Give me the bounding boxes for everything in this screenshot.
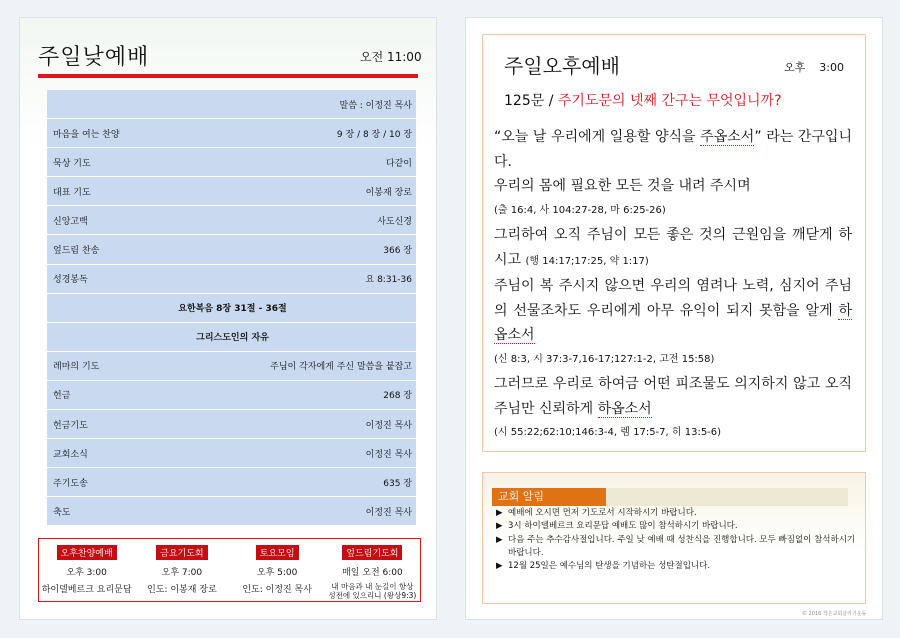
afternoon-service-title: 주일오후예배 [504, 54, 620, 78]
scripture-reference: 요한복음 8장 31절 - 36절 [178, 304, 287, 315]
order-label: 교회소식 [53, 449, 88, 460]
scripture-row [47, 294, 416, 323]
notice-text: 3시 하이델베르크 요리문답 예배도 많이 참석하시기 바랍니다. [508, 521, 738, 532]
schedule-time: 오후 3:00 [66, 568, 107, 578]
order-row [47, 206, 416, 235]
notice-item [496, 534, 856, 561]
schedule-item [39, 539, 134, 601]
order-label: 신앙고백 [53, 216, 88, 227]
answer-text: ” 라는 간구입니다. [494, 129, 852, 170]
bible-reference: (출 16:4, 사 104:27-28, 마 6:25-26) [494, 204, 666, 216]
title-divider [38, 74, 418, 78]
order-label: 대표 기도 [53, 187, 91, 198]
catechism-question [504, 90, 782, 110]
schedule-heading: 금요기도회 [156, 545, 207, 560]
order-value: 9 장 / 8 장 / 10 장 [336, 129, 412, 140]
answer-emphasis: 주옵소서 [700, 129, 755, 145]
order-value: 이정진 목사 [365, 507, 412, 518]
order-row [47, 177, 416, 206]
notices-list [496, 507, 856, 573]
notices-title: 교회 알림 [492, 488, 606, 506]
order-value: 이봉재 장로 [365, 187, 412, 198]
order-label: 레마의 기도 [53, 362, 100, 373]
order-value: 이정진 목사 [365, 420, 412, 431]
order-value: 다같이 [385, 158, 412, 169]
answer-paragraph [494, 274, 852, 348]
order-label: 주기도송 [53, 478, 88, 489]
preacher: 말씀 : 이정진 목사 [339, 100, 412, 111]
answer-paragraph: 우리의 몸에 필요한 모든 것을 내려 주시며 [494, 178, 751, 194]
bullet-icon: ▶ [496, 521, 503, 532]
sermon-title: 그리스도인의 자유 [196, 333, 269, 344]
answer-text: 그리하여 오직 주님이 모든 좋은 것의 근원임을 깨닫게 하시고 [494, 227, 852, 268]
morning-service-time: 오전 11:00 [360, 50, 422, 64]
answer-paragraph [494, 223, 852, 274]
answer-emphasis: 하옵소서 [597, 400, 652, 417]
worship-order [47, 90, 416, 526]
order-label: 마음을 여는 찬양 [53, 129, 120, 140]
schedule-detail: 성전에 있으리니 (왕상9:3) [328, 591, 417, 600]
answer-paragraph [494, 372, 852, 421]
morning-service-page [20, 18, 436, 619]
notices-header [492, 488, 848, 506]
bible-reference: (시 55:22;62:10;146:3-4, 렘 17:5-7, 히 13:5-6) [494, 427, 722, 438]
order-label: 성경봉독 [53, 275, 88, 286]
afternoon-service-page [466, 18, 882, 619]
schedule-time: 오후 5:00 [256, 568, 298, 578]
order-value: 366 장 [383, 246, 412, 257]
schedule-heading: 토요모임 [256, 545, 299, 560]
order-row [47, 265, 416, 294]
preacher-row [47, 90, 416, 119]
order-value: 268 장 [383, 391, 412, 402]
schedule-time: 매일 오전 6:00 [342, 568, 403, 578]
order-row [47, 148, 416, 177]
order-row [47, 497, 416, 526]
order-label: 헌금기도 [53, 420, 88, 431]
order-row [47, 119, 416, 148]
schedule-heading: 엎드림기도회 [342, 545, 402, 560]
order-value: 요 8:31-36 [365, 275, 412, 286]
schedule-time: 오후 7:00 [161, 568, 203, 578]
schedule-detail: 인도: 이정진 목사 [242, 585, 312, 595]
schedule-item [325, 539, 420, 601]
schedule-heading: 오후찬양예배 [57, 545, 117, 560]
catechism-answer [494, 125, 852, 446]
order-label: 엎드림 찬송 [53, 246, 100, 257]
notice-item [496, 520, 856, 533]
schedule-detail: 인도: 이봉재 장로 [147, 585, 217, 595]
question-text: 주기도문의 넷째 간구는 무엇입니까? [557, 93, 782, 109]
order-row [47, 468, 416, 497]
order-label: 묵상 기도 [53, 158, 91, 169]
afternoon-service-time: 오후 3:00 [784, 61, 844, 74]
order-row [47, 381, 416, 410]
schedule-detail: 하이델베르크 요리문답 [41, 585, 132, 595]
order-label: 헌금 [53, 391, 71, 402]
notice-item [496, 560, 856, 573]
copyright: © 2016 작은교회살리기운동 [802, 611, 867, 617]
order-value: 사도신경 [377, 216, 412, 227]
notice-text: 다음 주는 추수감사절입니다. 주일 낮 예배 때 성찬식을 진행합니다. 모두 빠짐없이 참석하시기 바랍니다. [508, 534, 856, 558]
notice-text: 12월 25일은 예수님의 탄생을 기념하는 성탄절입니다. [508, 561, 711, 572]
order-row [47, 352, 416, 381]
order-row [47, 235, 416, 264]
bullet-icon: ▶ [496, 534, 503, 545]
schedule-item [134, 539, 229, 601]
bullet-icon: ▶ [496, 508, 503, 518]
morning-service-title: 주일낮예배 [38, 45, 150, 70]
sermon-row [47, 323, 416, 352]
weekly-schedule [38, 538, 421, 602]
schedule-item [230, 539, 325, 601]
answer-text: 그러므로 우리로 하여금 어떤 피조물도 의지하지 않고 오직 주님만 신뢰하게 [494, 376, 852, 417]
bible-reference: (행 14:17;17:25, 약 1:17) [525, 255, 649, 267]
order-value: 주님이 각자에게 주신 말씀을 붙잡고 [270, 362, 412, 373]
schedule-detail: 내 마음과 내 눈길이 항상 [331, 582, 414, 591]
answer-text: 주님이 복 주시지 않으면 우리의 염려나 노력, 심지어 주님의 선물조차도 우리에게 아무 유익이 되지 못함을 알게 [494, 278, 852, 319]
order-value: 635 장 [383, 478, 412, 489]
answer-text: “오늘 날 우리에게 일용할 양식을 [494, 129, 701, 145]
bullet-icon: ▶ [496, 561, 503, 572]
order-label: 축도 [53, 507, 71, 518]
notice-item [496, 507, 856, 520]
answer-paragraph [494, 125, 852, 174]
order-row [47, 410, 416, 439]
bible-reference: (신 8:3, 시 37:3-7,16-17;127:1-2, 고전 15:58) [494, 353, 715, 365]
notice-text: 예배에 오시면 먼저 기도로서 시작하시기 바랍니다. [508, 508, 697, 518]
question-number: 125문 / [504, 93, 558, 109]
order-row [47, 439, 416, 468]
answer-emphasis: 하옵소서 [494, 302, 852, 343]
order-value: 이정진 목사 [365, 449, 412, 460]
